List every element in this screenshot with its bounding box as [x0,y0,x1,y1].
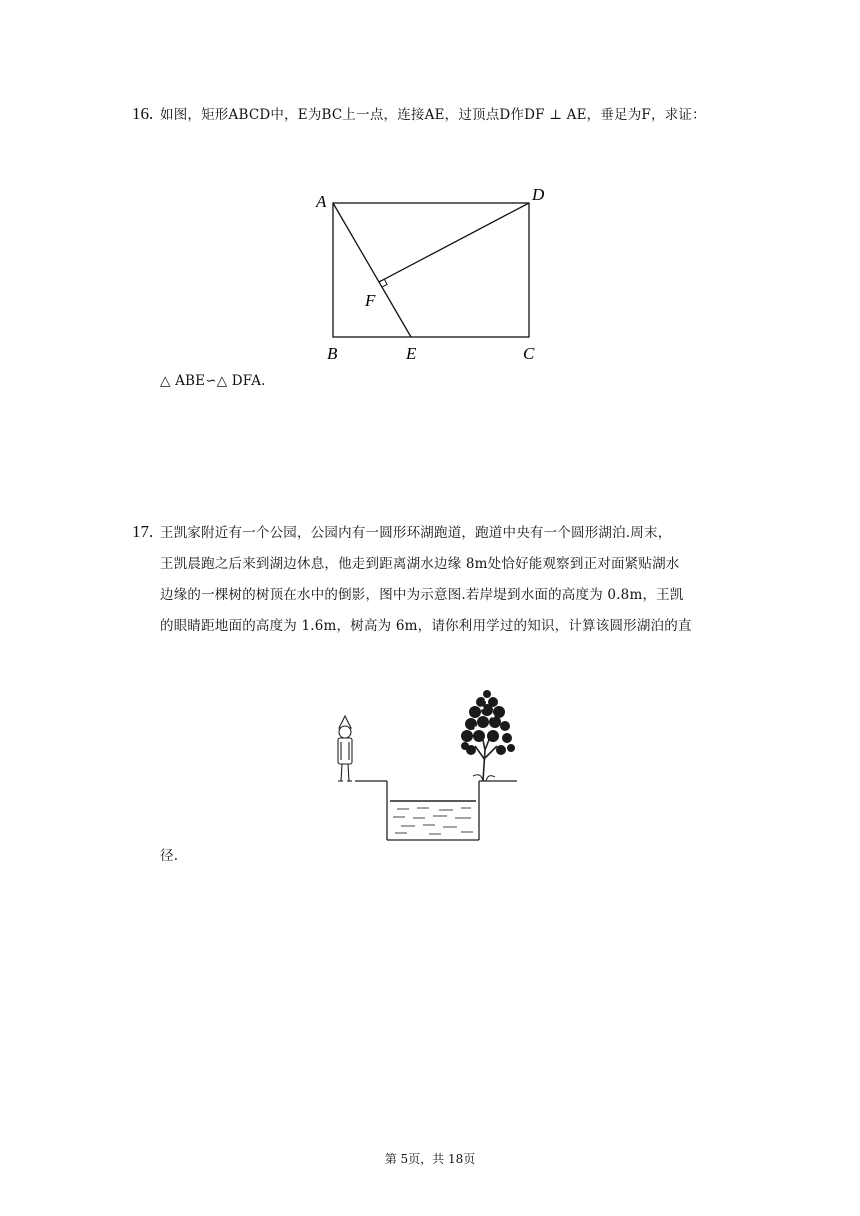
person-figure [338,716,352,781]
rectangle-abcd-figure [300,178,560,368]
question-16-conclusion: △ ABE∽△ DFA. [160,373,266,389]
question-17-tail: 径. [160,848,179,864]
label-f: F [365,291,376,310]
label-d: D [532,185,545,204]
question-16-prompt: 如图，矩形ABCD中，E为BC上一点，连接AE，过顶点D作DF ⊥ AE，垂足为F，求证： [160,107,706,123]
segment-ae [333,203,411,337]
question-17-line-2: 王凯晨跑之后来到湖边休息，他走到距离湖水边缘 8m处恰好能观察到正对面紧贴湖水 [160,556,680,572]
rectangle-abcd [333,203,529,337]
label-a: A [316,192,327,211]
segment-df [379,203,529,282]
question-17-line-4: 的眼睛距地面的高度为 1.6m，树高为 6m，请你利用学过的知识，计算该圆形湖泊的直 [160,618,692,634]
label-c: C [523,344,535,363]
question-16-number: 16. [132,104,154,123]
page-footer: 第 5页，共 18页 [384,1152,476,1166]
lake-tree-illustration [325,680,525,850]
question-17-line-3: 边缘的一棵树的树顶在水中的倒影，图中为示意图.若岸堤到水面的高度为 0.8m，王凯 [160,587,684,603]
bank-and-lake [355,781,517,840]
tree-figure [461,690,515,781]
question-17-line-1: 王凯家附近有一个公园，公园内有一圆形环湖跑道，跑道中央有一个圆形湖泊.周末， [160,525,672,541]
label-b: B [327,344,338,363]
question-17-number: 17. [132,522,154,541]
label-e: E [406,344,417,363]
water-ripples [393,808,473,834]
